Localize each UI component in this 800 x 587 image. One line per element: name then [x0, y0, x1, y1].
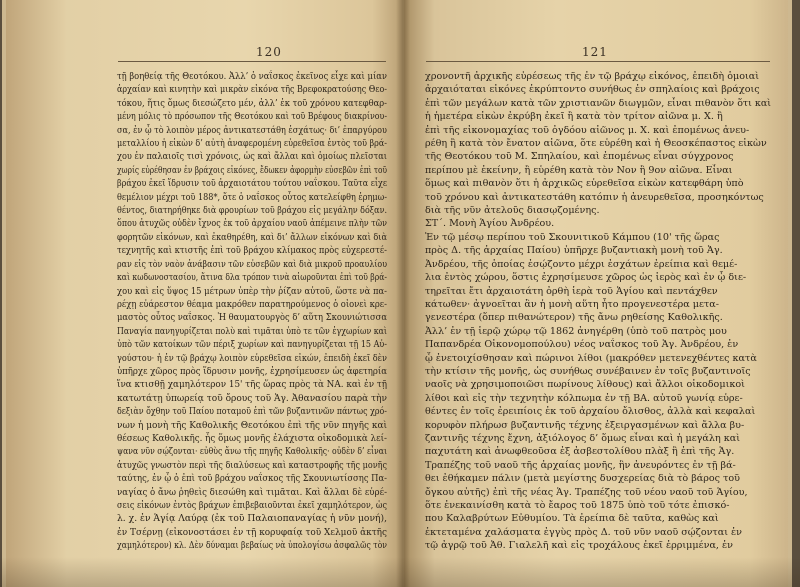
text-line: ἀρχαίαν καὶ κινητὴν καὶ μικρὰν εἰκόνα τῆς Βρεφοκρατούσης Θεο-	[117, 84, 387, 96]
bottom-shadow	[0, 557, 800, 587]
text-line: παχυτάτη καὶ ἀνωφθεοῦσα ἐξ ἀσβεστολίθου πλὰξ ἢ ἐπὶ τῆς Ἁγ.	[425, 446, 735, 458]
text-line: που Καλαβρύτων Εὐθυμίου. Τὰ ἐρείπια δὲ ταῦτα, καθὼς καὶ	[425, 513, 719, 525]
text-line: χωρίς εὑρέθησαν ἐν βράχοις εἰκόνες, ἔδωκεν ἀφορμὴν εὐσεβῶν ἐπὶ τοῦ	[117, 164, 387, 176]
text-line: ζαντινῆς τέχνης ἔχνη, ἀξιόλογος δ’ ὅμως εἶναι καὶ ἡ μεγάλη καὶ	[425, 432, 741, 444]
page-edge	[6, 0, 66, 587]
text-line: μαστὸς οὗτος ναΐσκος. Ἡ θαυματουργὸς δ’ αὕτη Σκουνιώτισσα	[117, 312, 387, 324]
text-line: θέντες ἐν τοῖς ἐρειπίοις ἐκ τοῦ ἀρχαίου ὄλισθος, ἀλλὰ καὶ κεφαλαὶ	[425, 406, 756, 418]
text-line: ἡ ἡμετέρα εἰκὼν ἐκρύβη ἐκεῖ ἢ κατὰ τὸν τρίτον αἰῶνα μ. Χ. ἢ	[425, 111, 723, 123]
text-line: χου καὶ εἰς ὕψος 15 μέτρων ὑπὲρ τὴν ῥίζαν αὐτοῦ, ὥστε νὰ πα-	[117, 285, 387, 297]
left-header-rule	[118, 61, 386, 62]
text-line: μεταλλίου ἡ εἰκὼν δ’ αὐτὴ ἀναφερομένη εὑρεθεῖσα ἐντὸς τοῦ βρά-	[117, 138, 387, 150]
text-line: πρὸς Δ. τῆς ἀρχαίας Παίου) ὑπῆρχε βυζαντιακὴ μονὴ τοῦ Ἁγ.	[425, 245, 723, 257]
right-header-rule	[426, 61, 770, 62]
text-line: λ. χ. ἐν Ἁγίᾳ Λαύρᾳ (ἐκ τοῦ Παλαιοπαναγίας ἡ νῦν μονή),	[117, 513, 387, 525]
right-page-number: 121	[582, 45, 608, 59]
text-line: χαμηλότερον) κλ. Δὲν δύναμαι βεβαίως νὰ ὑπολογίσω ἀσφαλῶς τὸν	[117, 540, 387, 552]
text-line: Τραπέζης τοῦ ναοῦ τῆς ἀρχαίας μονῆς, ἣν ἀνευρόντες ἐν τῇ βά-	[425, 459, 736, 471]
text-line: ψανα νῦν σῴζονται· εὐθὺς ἄνω τῆς πηγῆς Καθολικῆς· οὐδὲν δ’ εἶναι	[117, 446, 387, 458]
text-line: σα, ἐν ᾧ τὸ λοιπὸν μέρος ἀντικατεστάθη ἐσχάτως· δι’ ἐπαργύρου	[117, 124, 387, 136]
text-line: τῷ ἀγρῷ τοῦ Ἀθ. Γιαλελῆ καὶ εἰς τροχάλους ἐκεῖ ἐρριμμένα, ἐν	[425, 540, 734, 552]
text-line: γούστου· ἡ ἐν τῷ βράχῳ λοιπὸν εὑρεθεῖσα εἰκών, ἐπειδὴ ἐκεῖ δὲν	[117, 352, 387, 364]
text-line: τόκου, ἥτις ὅμως διεσώζετο μέν, ἀλλ’ ἐκ τοῦ χρόνου κατεφθαρ-	[117, 97, 387, 109]
text-line: ρέθη ἢ κατὰ τὸν ἔνατον αἰῶνα, ὅτε εὑρέθη καὶ ἡ Θεοσκέπαστος εἰκὼν	[425, 138, 767, 150]
text-line: χρονοντῆ ἀρχικῆς εὑρέσεως τῆς ἐν τῷ βράχῳ εἰκόνος, ἐπειδὴ ὁμοιαὶ	[425, 71, 759, 82]
book-gutter	[396, 0, 410, 587]
text-line: Ἐν τῷ μέσῳ περίπου τοῦ Σκουνιτικοῦ Κάμπου (10' τῆς ὥρας	[425, 231, 720, 243]
text-line: ἀτυχῶς γνωστὸν περὶ τῆς διαλύσεως καὶ καταστροφῆς τῆς μονῆς	[117, 459, 387, 471]
text-line: γενεστέρα (ὅπερ πιθανώτερον) τῆς ἄνω ρηθείσης Καθολικῆς.	[425, 312, 723, 324]
text-line: Ἀνδρέου, τῆς ὁποίας ἐσῴζοντο μέχρι ἐσχάτων ἐρείπια καὶ θεμέ-	[425, 258, 738, 270]
text-line: ναοῖς νὰ χρησιμοποιῶσι πωρίνους λίθους) καὶ ἄλλοι οἰκοδομικοὶ	[425, 379, 745, 391]
text-line: βράχου ἐκεῖ ἵδρυσιν τοῦ ἀρχαιοτάτου τούτου ναΐσκου. Ταῦτα εἶχε	[117, 178, 387, 190]
text-line: κορυφὸν πλήρωσ βυζαντινῆς τέχνης ἐξειργασμένων καὶ ἄλλα βυ-	[425, 419, 745, 431]
text-line: ἐπὶ τῶν μεγάλων κατὰ τῶν χριστιανῶν διωγμῶν, εἶναι πιθανὸν ὅτι καὶ	[425, 97, 771, 109]
left-page-number: 120	[256, 45, 282, 59]
text-line: ραν εἰς τὸν ναὸν ἀνάβασιν τῶν εὐσεβῶν καὶ διὰ μικροῦ προαυλίου	[117, 258, 387, 270]
text-line: ὑπῆρχε χῶρος πρὸς ἵδρυσιν μονῆς, ἐχρησίμευσεν ὡς ἀφετηρία	[117, 365, 387, 377]
text-line: τοῦ χρόνου καὶ ἀντικατεστάθη κατόπιν ἡ ἀνευρεθεῖσα, προσηκόντως	[425, 191, 764, 203]
text-line: νων ἡ μονὴ τῆς Καθολικῆς Θεοτόκου ἐπὶ τῆς νῦν πηγῆς καὶ	[117, 419, 387, 431]
text-line: ταύτης, ἐν ᾧ ὁ ἐπὶ τοῦ βράχου ναΐσκος τῆς Σκουνιωτίσσης Πα-	[117, 473, 387, 485]
text-line: φορητῶν εἰκόνων, καὶ ἐκαθηρέθη, καὶ δι’ ἄλλων εἰκόνων καὶ διὰ	[117, 231, 387, 243]
text-line: ἐκτεταμένα χαλάσματα ἐγγὺς πρὸς Δ. τοῦ νῦν ναοῦ σῴζονται ἐν	[425, 526, 743, 538]
text-line: χου ἐν παλαιοῖς τισὶ χρόνοις, ὡς καὶ ἄλλαι καὶ ὁμοίως πλεῖσται	[117, 151, 387, 163]
text-line: διὰ τῆς νῦν ἀτελοῦς διασῳζομένης.	[425, 205, 600, 217]
text-line: ναγίας ὁ ἄνω ῥηθεὶς διεσώθη καὶ τιμᾶται. Καὶ ἄλλαι δὲ εὑρέ-	[117, 486, 387, 498]
text-line: Παπανδρέα Οἰκονομοπούλου) νέος ναΐσκος τοῦ Ἁγ. Ἀνδρέου, ἐν	[425, 339, 739, 351]
text-line: ρέχῃ εὐάρεστον θέαμα μακρόθεν παρατηρούμενος ὁ οἰονεὶ κρε-	[117, 298, 387, 310]
text-line: τεχνητῆς καὶ κτιστῆς ἐπὶ τοῦ βράχου κλίμακος πρὸς εὐχερεστέ-	[117, 245, 387, 257]
text-line: ὄγκου αὐτῆς) ἐπὶ τῆς νέας Ἁγ. Τραπέζης τοῦ νέου ναοῦ τοῦ Ἁγίου,	[425, 486, 748, 498]
text-line: ᾧ ἐνετοιχίσθησαν καὶ πώρινοι λίθοι (μακρόθεν μετενεχθέντες κατὰ	[425, 352, 757, 364]
right-page-text	[425, 70, 771, 553]
text-line: καὶ κωδωνοστασίου, ἅτινα δλα τρόπον τινὰ αἰωροῦνται ἐπὶ τοῦ βρά-	[117, 272, 387, 284]
text-line: θεμέλιον μέχρι τοῦ 188*, ὅτε ὁ ναΐσκος οὗτος κατελείφθη ἐρημω-	[117, 191, 387, 203]
text-line: λια ἐντὸς χώρου, ὅστις ἐχρησίμευσε χῶρος ὡς ἱερὸς καὶ ἐν ᾧ διε-	[425, 272, 747, 284]
text-line: ὑπὸ τῶν κατοίκων τῶν πέριξ χωρίων καὶ πανηγυρίζεται τῇ 15 Αὐ-	[117, 339, 387, 351]
text-line: ἐν Τσέρνῃ (εἰκονοστάσει ἐν τῇ κορυφαίᾳ τοῦ Χελμοῦ ἀκτῆς	[117, 526, 387, 538]
text-line: λίθοι καὶ εἰς τὴν τεχνητὴν κόλπωμα ἐν τῇ ΒΑ. αὐτοῦ γωνίᾳ εὑρε-	[425, 392, 743, 404]
text-line: θέντος, διατηρήθηκε διὰ φρουρίων τοῦ βράχου εἰς μεγάλην δόξαν.	[117, 205, 387, 217]
text-line: ὅτε ἐνεκαινίσθη κατὰ τὸ ἔαρος τοῦ 1875 ὑπὸ τοῦ τότε ἐπισκό-	[425, 500, 730, 511]
text-line: περίπου μὲ ἐκείνην, ἢ εὑρέθη κατὰ τὸν Νον ἢ 9ον αἰῶνα. Εἶναι	[425, 164, 733, 176]
text-line: τηρεῖται ἔτι ἀρχαιοτάτη ὀρθὴ ἱερὰ τοῦ Ἁγίου καὶ πεντάχθεν	[425, 285, 718, 297]
text-line: τῇ βοηθείᾳ τῆς Θεοτόκου. Ἀλλ’ ὁ ναΐσκος ἐκεῖνος εἶχε καὶ μίαν	[117, 71, 387, 82]
text-line: ἐπὶ τῆς εἰκονομαχίας τοῦ ὀγδόου αἰῶνος μ. Χ. καὶ ἐπομένως ἀνευ-	[425, 124, 750, 136]
text-line: ἵνα κτισθῇ χαμηλότερον 15' τῆς ὥρας πρὸς τὰ ΝΑ. καὶ ἐν τῇ	[117, 379, 387, 391]
text-line: τὴν κτίσιν τῆς μονῆς, ὡς συνήθως συνέβαινεν ἐν τοῖς βυζαντινοῖς	[425, 365, 751, 377]
text-line: δεξιὰν ὄχθην τοῦ Παίου ποταμοῦ ἐπὶ τῶν βυζαντινῶν πάντως χρό-	[117, 406, 387, 418]
text-line: μένη μόλις τὸ πρόσωπον τῆς Θεοτόκου καὶ τοῦ Βρέφους διακρίνου-	[117, 111, 387, 123]
text-line: κάτωθεν· ἀγνοεῖται ἂν ἡ μονὴ αὕτη ἦτο προγενεστέρα μετα-	[425, 298, 719, 310]
text-line: ὅμως καὶ πιθανὸν ὅτι ἡ ἀρχικῶς εὑρεθεῖσα εἰκὼν κατεφθάρη ὑπὸ	[425, 178, 744, 190]
text-line: θει ἐθήκαμεν πάλιν (μετὰ μεγίστης δυσχερείας διὰ τὸ βάρος τοῦ	[425, 473, 741, 485]
text-line: σεις εἰκόνων ἐντὸς βράχων ἐπιβεβαιοῦνται ἐκεῖ χαμηλότερον, ὡς	[117, 500, 387, 511]
text-line: κατωτάτῃ ὑπωρείᾳ τοῦ ὄρους τοῦ Ἁγ. Ἀθανασίου παρὰ τὴν	[117, 392, 387, 404]
left-page-text	[117, 70, 387, 553]
text-line: Ἀλλ’ ἐν τῇ ἱερῷ χώρῳ τῷ 1862 ἀνηγέρθη (ὑπὸ τοῦ πατρὸς μου	[425, 325, 727, 337]
text-line: ἀρχαιόταται εἰκόνες ἐκρύπτοντο συνήθως ἐν σπηλαίοις καὶ βράχοις	[425, 84, 760, 96]
text-line: ὅπου ἀτυχῶς οὐδὲν ἴχνος ἐκ τοῦ ἀρχαίου ναοῦ ἀπέμεινε πλὴν τῶν	[117, 218, 387, 230]
text-line: Παναγία πανηγυρίζεται πολὺ καὶ τιμᾶται ὑπὸ τε τῶν ἐγχωρίων καὶ	[117, 325, 387, 337]
text-line: ΣΤ΄. Μονὴ Ἁγίου Ἀνδρέου.	[425, 218, 555, 230]
text-line: τῆς Θεοτόκου τοῦ Μ. Σπηλαίου, καὶ ἐπομένως εἶναι σύγχρονος	[425, 151, 734, 163]
text-line: θέσεως Καθολικῆς. ἧς ὅμως μονῆς ἐλάχιστα οἰκοδομικὰ λεί-	[117, 432, 387, 444]
